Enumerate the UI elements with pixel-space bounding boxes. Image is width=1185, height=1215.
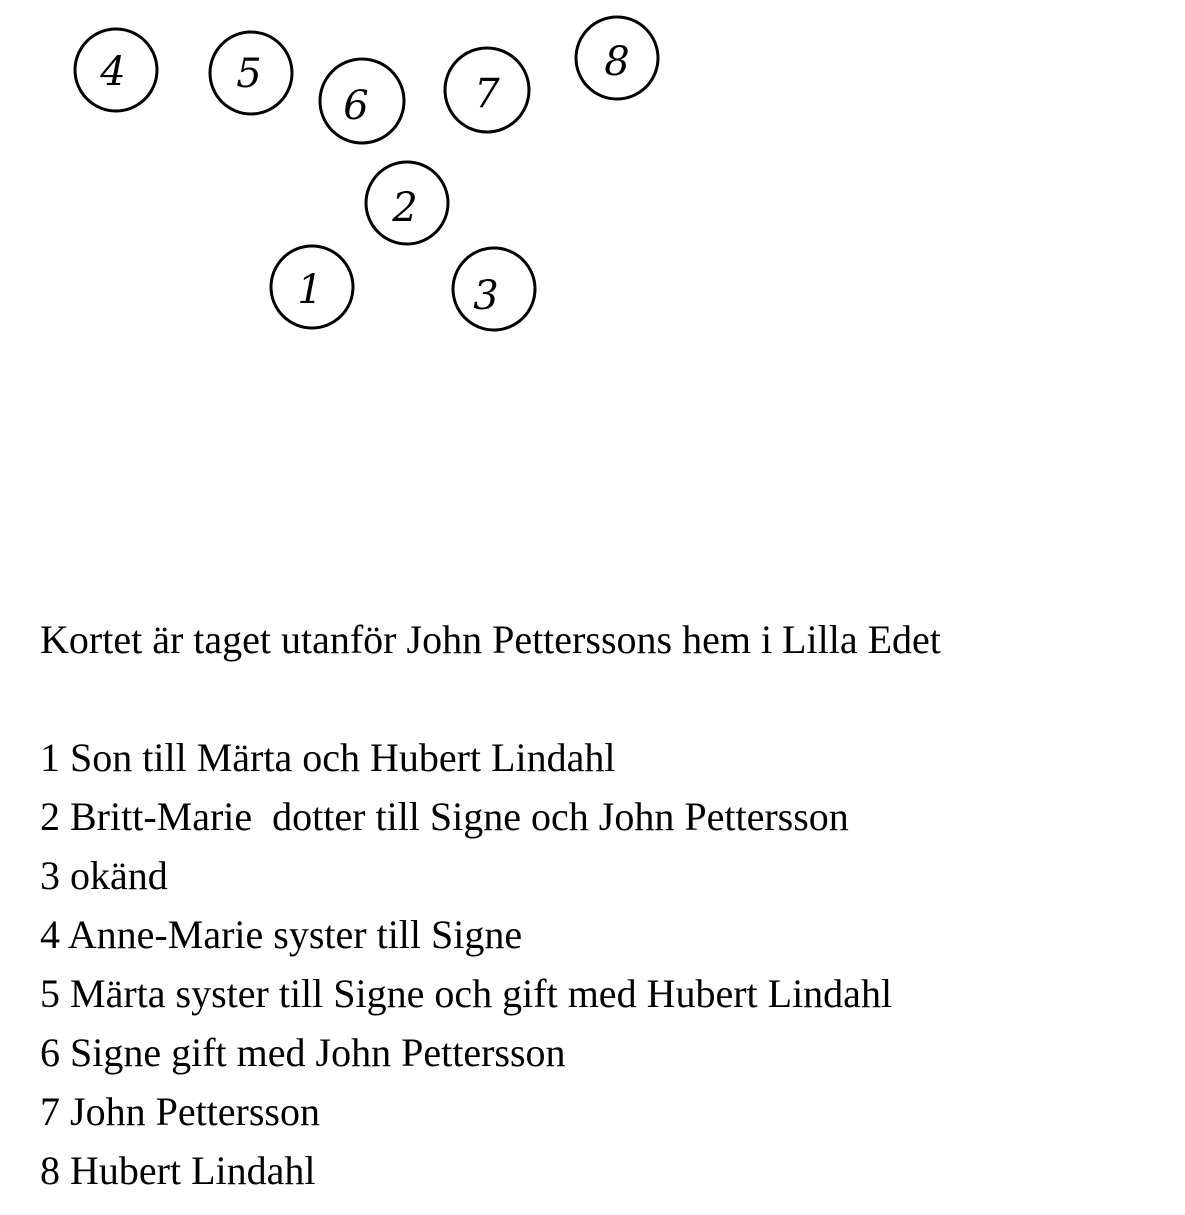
legend-item: 7 John Pettersson (40, 1089, 320, 1134)
legend-item: 4 Anne-Marie syster till Signe (40, 912, 523, 957)
marker-1 (271, 246, 353, 328)
marker-4 (75, 29, 157, 111)
marker-5-label: 5 (236, 51, 262, 97)
marker-7 (445, 48, 529, 132)
legend-item: 8 Hubert Lindahl (40, 1148, 316, 1193)
marker-3 (453, 248, 535, 330)
legend-item: 1 Son till Märta och Hubert Lindahl (40, 735, 616, 780)
legend-item: 2 Britt-Marie dotter till Signe och John Pettersson (40, 794, 849, 839)
marker-8-label: 8 (604, 39, 630, 85)
marker-7-label: 7 (474, 71, 500, 117)
position-diagram-svg (0, 0, 700, 360)
marker-5 (210, 32, 292, 114)
marker-1-label: 1 (297, 267, 323, 313)
person-legend (40, 728, 892, 1200)
marker-2-label: 2 (392, 185, 418, 231)
marker-6-label: 6 (343, 83, 369, 129)
position-diagram (0, 0, 700, 360)
marker-3-label: 3 (473, 273, 499, 319)
legend-item: 6 Signe gift med John Pettersson (40, 1030, 566, 1075)
legend-item: 3 okänd (40, 853, 168, 898)
photo-caption: Kortet är taget utanför John Petterssons hem i Lilla Edet (40, 617, 941, 662)
marker-8 (576, 17, 658, 99)
marker-2 (366, 162, 448, 244)
marker-6 (320, 59, 404, 143)
legend-item: 5 Märta syster till Signe och gift med Hubert Lindahl (40, 971, 893, 1016)
marker-4-label: 4 (100, 49, 126, 95)
